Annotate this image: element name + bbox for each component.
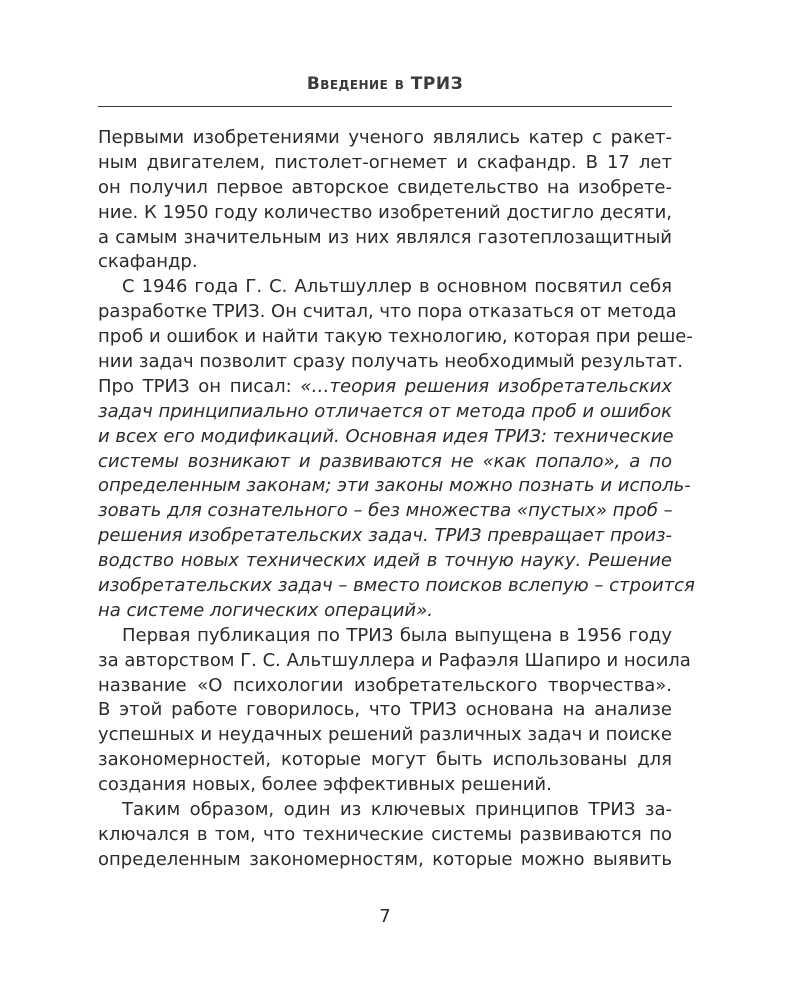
text-line: Первая публикация по ТРИЗ была выпущена в 1956 году [122, 624, 672, 646]
text-line: успешных и неудачных решений различных задач и поиске [98, 724, 672, 746]
quote-line: на системе логических операций». [98, 599, 433, 621]
quote-line: системы возникают и развиваются не «как попало», а по [98, 450, 672, 472]
body-text [98, 126, 695, 873]
quote-line: водство новых технических идей в точную науку. Решение [98, 550, 672, 572]
text-line: В этой работе говорилось, что ТРИЗ основана на анализе [98, 699, 672, 721]
text-line: определенным закономерностям, которые можно выявить [98, 848, 672, 870]
text-line: Таким образом, один из ключевых принципов ТРИЗ за- [122, 799, 672, 821]
text-line: создания новых, более эффективных решений. [98, 774, 552, 796]
quote-line: изобретательских задач – вместо поисков вслепую – строится [98, 575, 695, 597]
header-rule [98, 106, 672, 107]
text-line: ключался в том, что технические системы развиваются по [98, 823, 672, 845]
text-line: он получил первое авторское свидетельство на изобрете- [98, 176, 672, 198]
header-title-suffix: ТРИЗ [410, 74, 464, 94]
quote-line: задач принципиально отличается от метода проб и ошибок [98, 400, 672, 422]
text-line: ние. К 1950 году количество изобретений достигло десяти, [98, 201, 672, 223]
text-line: С 1946 года Г. С. Альтшуллер в основном посвятил себя [122, 276, 672, 298]
text-line: название «О психологии изобретательского творчества». [98, 674, 672, 696]
quote-line: зовать для сознательного – без множества «пустых» проб – [98, 500, 673, 522]
header-title-prefix: Введение в [306, 74, 405, 94]
text-line: проб и ошибок и найти такую технологию, которая при реше- [98, 326, 693, 348]
text-line: Про ТРИЗ он писал: «…теория решения изобретательских [98, 375, 673, 397]
text-line: а самым значительным из них являлся газотеплозащитный [98, 226, 672, 248]
text-line: скафандр. [98, 251, 198, 273]
text-line-mixed [98, 375, 672, 400]
text-line: разработке ТРИЗ. Он считал, что пора отказаться от метода [98, 301, 677, 323]
quote-line: решения изобретательских задач. ТРИЗ превращает произ- [98, 525, 672, 547]
text-line: нии задач позволит сразу получать необходимый результат. [98, 351, 683, 373]
text-line: за авторством Г. С. Альтшуллера и Рафаэля Шапиро и носила [98, 649, 691, 671]
text-line: закономерностей, которые могут быть использованы для [98, 749, 672, 771]
quote-line: и всех его модификаций. Основная идея ТРИЗ: технические [98, 425, 674, 447]
page-number: 7 [379, 906, 391, 927]
text-line: ным двигателем, пистолет-огнемет и скафандр. В 17 лет [98, 151, 672, 173]
quote-line: определенным законам; эти законы можно познать и исполь- [98, 475, 691, 497]
running-header [98, 74, 672, 94]
text-line: Первыми изобретениями ученого являлись катер с ракет- [98, 127, 672, 148]
